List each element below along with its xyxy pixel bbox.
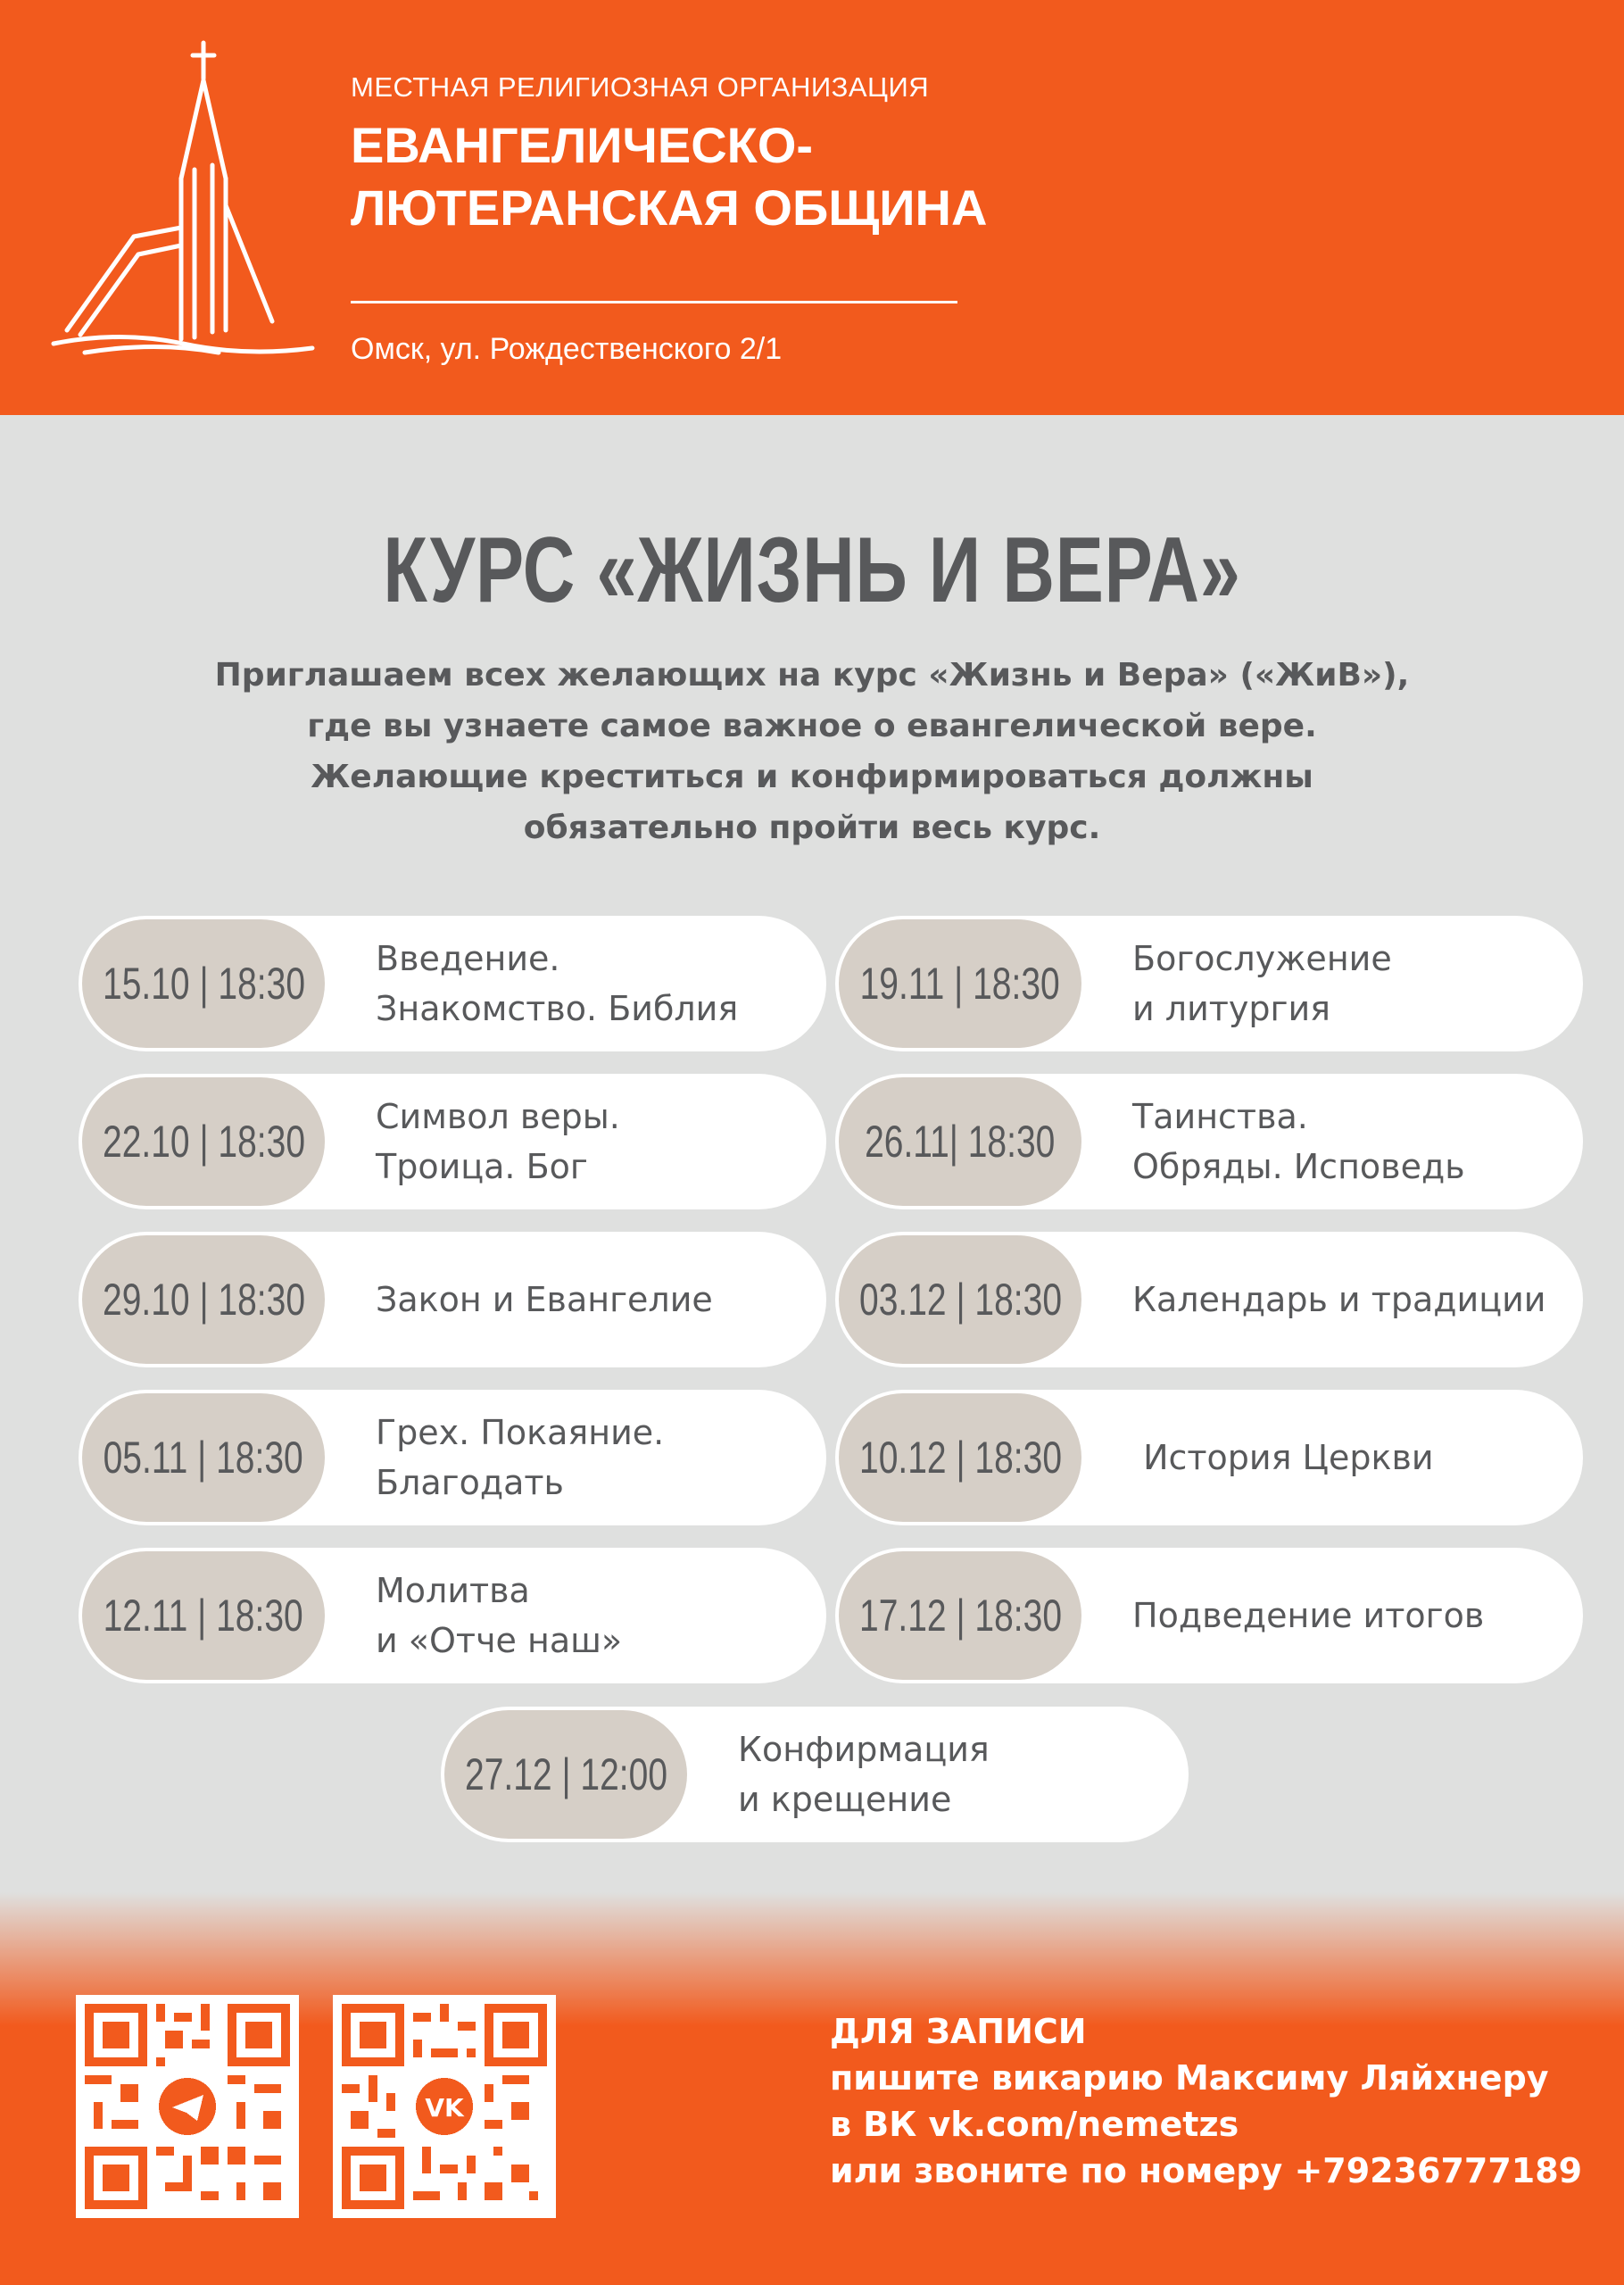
session-card <box>79 916 826 1051</box>
session-topic-line: Грех. Покаяние. <box>376 1413 665 1452</box>
session-topic-line: Закон и Евангелие <box>376 1280 713 1319</box>
session-date-pill <box>839 1235 1081 1364</box>
session-topic <box>1132 1390 1570 1525</box>
session-date-pill <box>82 1235 325 1364</box>
session-topic <box>738 1707 1175 1842</box>
session-card <box>79 1390 826 1525</box>
session-topic-line: Символ веры. <box>376 1097 620 1136</box>
session-topic-line: Введение. <box>376 939 560 978</box>
session-date: 05.11 | 18:30 <box>103 1433 304 1483</box>
session-topic <box>1132 1548 1570 1683</box>
session-card <box>79 1074 826 1209</box>
session-topic <box>376 1232 813 1367</box>
session-topic-line: Обряды. Исповедь <box>1132 1147 1465 1186</box>
intro-line: где вы узнаете самое важное о евангелической вере. <box>307 708 1317 744</box>
session-date: 03.12 | 18:30 <box>858 1275 1062 1325</box>
intro-text <box>143 650 1481 853</box>
session-topic <box>1132 1232 1570 1367</box>
session-topic-line: Молитва <box>376 1571 530 1610</box>
session-date: 12.11 | 18:30 <box>103 1591 304 1641</box>
session-date-pill <box>82 1551 325 1680</box>
church-icon <box>49 36 317 375</box>
session-date: 22.10 | 18:30 <box>102 1117 305 1167</box>
session-topic-line: и крещение <box>738 1780 952 1819</box>
session-topic-line: Таинства. <box>1132 1097 1308 1136</box>
session-date-pill <box>839 1551 1081 1680</box>
session-card <box>835 916 1583 1051</box>
header-banner <box>0 0 1624 415</box>
qr-code-telegram[interactable] <box>76 1995 299 2218</box>
session-date: 17.12 | 18:30 <box>858 1591 1062 1641</box>
session-date-pill <box>82 1077 325 1206</box>
session-topic-line: Календарь и традиции <box>1132 1280 1546 1319</box>
session-topic-line: Знакомство. Библия <box>376 989 739 1028</box>
session-card <box>835 1390 1583 1525</box>
org-name <box>351 114 987 239</box>
page-title: КУРС «ЖИЗНЬ И ВЕРА» <box>383 519 1241 622</box>
org-subtitle: МЕСТНАЯ РЕЛИГИОЗНАЯ ОРГАНИЗАЦИЯ <box>351 71 930 103</box>
session-date: 26.11| 18:30 <box>865 1117 1056 1167</box>
contact-line-vk[interactable]: в ВК vk.com/nemetzs <box>830 2105 1239 2144</box>
session-topic-line: Конфирмация <box>738 1730 990 1769</box>
session-card <box>835 1548 1583 1683</box>
session-card <box>79 1548 826 1683</box>
session-topic-line: Богослужение <box>1132 939 1392 978</box>
session-date-pill <box>839 1077 1081 1206</box>
session-topic <box>1132 916 1570 1051</box>
header-divider <box>351 301 957 303</box>
session-topic <box>376 1548 813 1683</box>
session-topic-line: Благодать <box>376 1463 564 1502</box>
org-address: Омск, ул. Рождественского 2/1 <box>351 332 783 366</box>
session-date-pill <box>444 1710 687 1839</box>
session-date-pill <box>82 1393 325 1522</box>
session-card <box>835 1232 1583 1367</box>
qr-code-vk[interactable] <box>333 1995 556 2218</box>
session-date: 29.10 | 18:30 <box>102 1275 305 1325</box>
contact-info <box>830 2008 1582 2194</box>
svg-text:VK: VK <box>425 2093 464 2123</box>
session-date: 15.10 | 18:30 <box>102 959 305 1009</box>
session-topic <box>1132 1074 1570 1209</box>
session-date-pill <box>82 919 325 1048</box>
intro-line: обязательно пройти весь курс. <box>523 810 1101 846</box>
session-date: 27.12 | 12:00 <box>464 1749 667 1799</box>
session-topic <box>376 916 813 1051</box>
contact-line-phone[interactable]: или звоните по номеру +79236777189 <box>830 2151 1583 2190</box>
session-topic-line: и литургия <box>1132 989 1331 1028</box>
session-date: 19.11 | 18:30 <box>859 959 1061 1009</box>
session-date-pill <box>839 1393 1081 1522</box>
session-topic <box>376 1390 813 1525</box>
session-topic-line: и «Отче наш» <box>376 1621 623 1660</box>
session-topic <box>376 1074 813 1209</box>
session-date: 10.12 | 18:30 <box>858 1433 1062 1483</box>
session-card <box>441 1707 1189 1842</box>
session-topic-line: Подведение итогов <box>1132 1596 1485 1635</box>
contact-heading: ДЛЯ ЗАПИСИ <box>830 2012 1087 2051</box>
org-name-line2: ЛЮТЕРАНСКАЯ ОБЩИНА <box>351 179 988 236</box>
session-date-pill <box>839 919 1081 1048</box>
session-topic-line: Троица. Бог <box>376 1147 588 1186</box>
org-name-line1: ЕВАНГЕЛИЧЕСКО- <box>351 117 814 173</box>
session-topic-line: История Церкви <box>1132 1438 1434 1477</box>
intro-line: Желающие креститься и конфирмироваться должны <box>311 759 1313 795</box>
contact-line: пишите викарию Максиму Ляйхнеру <box>830 2058 1549 2098</box>
intro-line: Приглашаем всех желающих на курс «Жизнь и Вера» («ЖиВ»), <box>214 657 1410 694</box>
session-card <box>835 1074 1583 1209</box>
session-card <box>79 1232 826 1367</box>
